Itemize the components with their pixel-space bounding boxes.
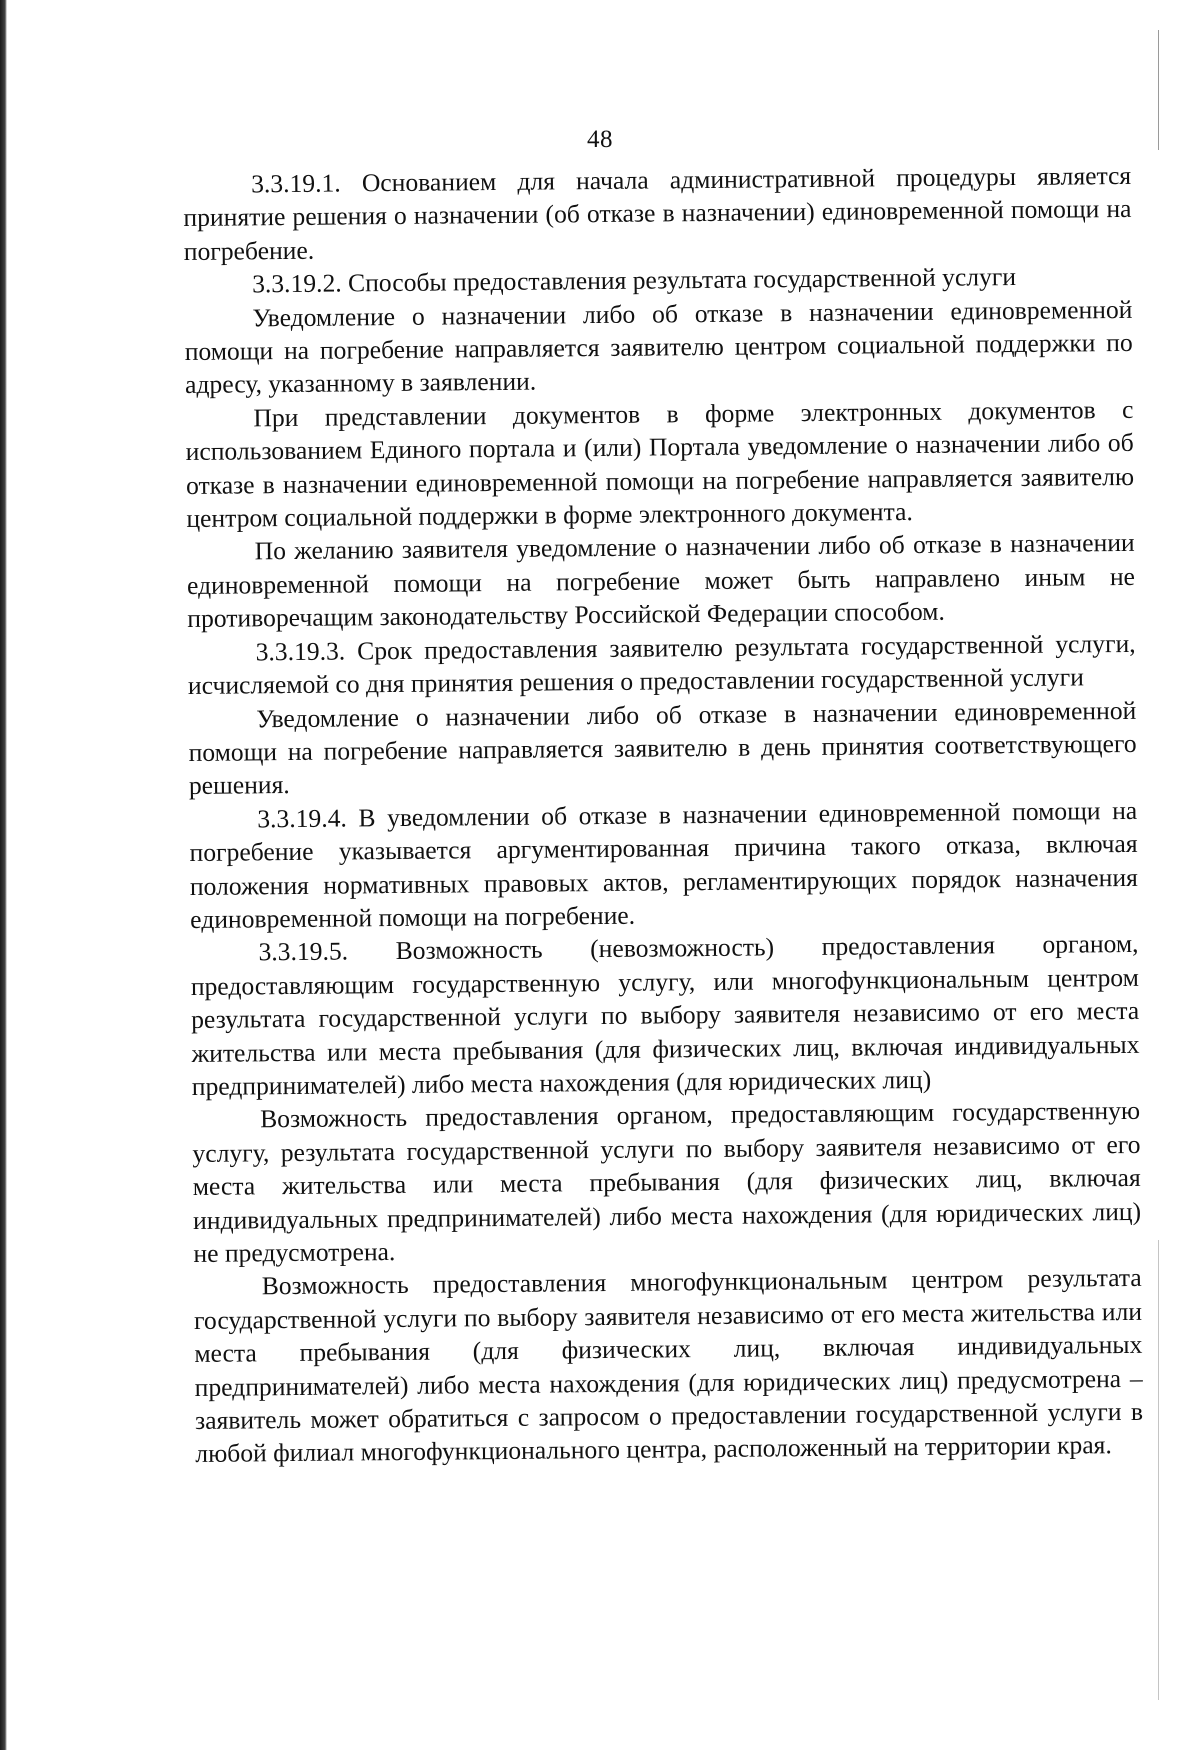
paragraph: Уведомление о назначении либо об отказе в назначении единовременной помощи на погребение направляется заявителю в день принятия соответствующего решения. <box>188 695 1137 801</box>
scan-right-edge-mark <box>1158 1240 1159 1700</box>
page-number: 48 <box>587 126 613 153</box>
paragraph: 3.3.19.1. Основанием для начала административной процедуры является принятие решения о назначении (об отказе в назначении) единовременной помощи на погребение. <box>183 160 1132 266</box>
paragraph: Возможность предоставления органом, предоставляющим государственную услугу, результата государственной услуги по выбору заявителя независимо от его места жительства или места пребывания (для физических лиц, включая индивидуальных предпринимателей) либо места нахождения (для юридических лиц) не предусмотрена. <box>192 1096 1142 1268</box>
paragraph: Уведомление о назначении либо об отказе в назначении единовременной помощи на погребение направляется заявителю центром социальной поддержки по адресу, указанному в заявлении. <box>184 294 1133 400</box>
paragraph: 3.3.19.2. Способы предоставления результата государственной услуги <box>251 262 1017 299</box>
paragraph: Возможность предоставления многофункциональным центром результата государственной услуги по выбору заявителя независимо от его места жительства или места пребывания (для физических лиц, включая индивидуальных предпринимателей) либо места нахождения (для юридических лиц) предусмотрена – заявитель может обратиться с запросом о предоставлении государственной услуги в любой филиал многофункционального центра, расположенный на территории края. <box>193 1263 1144 1469</box>
paragraph: При представлении документов в форме электронных документов с использованием Единого портала и (или) Портала уведомление о назначении либо об отказе в назначении единовременной помощи на погребение направляется заявителю центром социальной поддержки в форме электронного документа. <box>185 394 1135 534</box>
paragraph: 3.3.19.4. В уведомлении об отказе в назначении единовременной помощи на погребение указывается аргументированная причина такого отказа, включая положения нормативных правовых актов, регламентирующих порядок назначения единовременной помощи на погребение. <box>189 795 1138 934</box>
paragraph: По желанию заявителя уведомление о назначении либо об отказе в назначении единовременной помощи на погребение может быть направлено иным не противоречащим законодательству Российской Федерации способом. <box>186 528 1136 634</box>
scan-left-edge <box>0 0 7 1750</box>
paragraph: 3.3.19.3. Срок предоставления заявителю результата государственной услуги, исчисляемой со дня принятия решения о предоставлении государственной услуги <box>187 628 1136 701</box>
paragraph: 3.3.19.5. Возможность (невозможность) предоставления органом, предоставляющим государственную услугу, или многофункциональным центром результата государственной услуги по выбору заявителя независимо от его места жительства или места пребывания (для физических лиц, включая индивидуальных предпринимателей) либо места нахождения (для юридических лиц) <box>190 929 1140 1101</box>
document-body <box>183 159 1143 1471</box>
